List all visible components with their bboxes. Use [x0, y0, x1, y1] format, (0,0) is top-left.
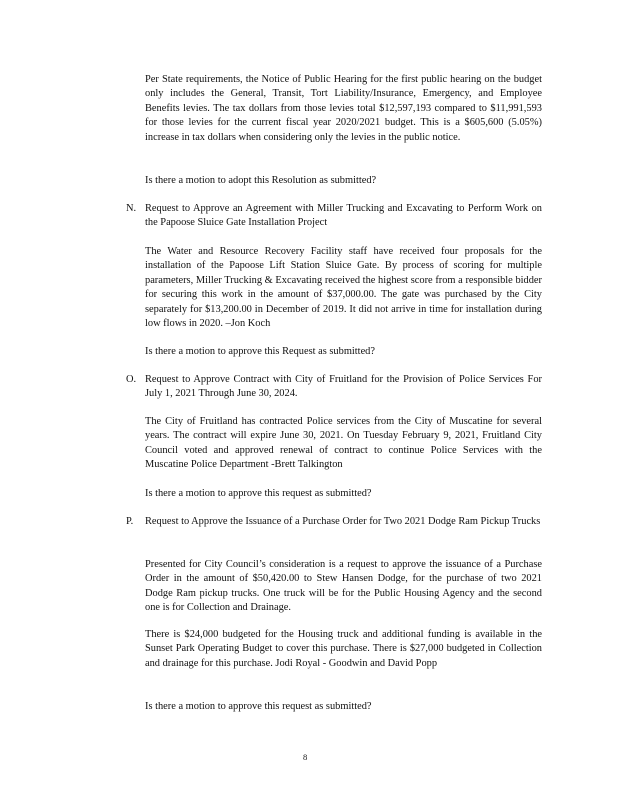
page-number: 8	[303, 752, 308, 762]
intro-question: Is there a motion to adopt this Resolution as submitted?	[145, 175, 377, 186]
item-n-title: Request to Approve an Agreement with Miller Trucking and Excavating to Perform Work on the Papoose Sluice Gate Installation Project	[145, 203, 542, 229]
item-o-letter: O.	[126, 374, 137, 385]
item-o-question: Is there a motion to approve this request as submitted?	[145, 488, 372, 499]
item-p-question: Is there a motion to approve this request as submitted?	[145, 701, 372, 712]
item-n-paragraph: The Water and Resource Recovery Facility staff have received four proposals for the installation of the Papoose Lift Station Sluice Gate. By process of scoring for multiple parameters, Miller Trucking & Excavating received the highest score from a responsible bidder for securing this work in the amount of $37,000.00. The gate was purchased by the City separately for $13,200.00 in December of 2019. It did not arrive in time for installation during low flows in 2020. –Jon Koch	[145, 246, 542, 330]
intro-paragraph: Per State requirements, the Notice of Public Hearing for the first public hearing on the budget only includes the General, Transit, Tort Liability/Insurance, Emergency, and Employee Benefits levies. The tax dollars from those levies total $12,597,193 compared to $11,991,593 for those levies for the current fiscal year 2020/2021 budget. This is a $605,600 (5.05%) increase in tax dollars when considering only the levies in the public notice.	[145, 74, 542, 143]
item-o-paragraph: The City of Fruitland has contracted Police services from the City of Muscatine for several years. The contract will expire June 30, 2021. On Tuesday February 9, 2021, Fruitland City Council voted and approved renewal of contract to continue Police Services with the Muscatine Police Department -Brett Talkington	[145, 416, 542, 471]
item-n-letter: N.	[126, 203, 137, 214]
item-p-paragraph-2: There is $24,000 budgeted for the Housing truck and additional funding is available in the Sunset Park Operating Budget to cover this purchase. There is $27,000 budgeted in Collection and drainage for this purchase. Jodi Royal - Goodwin and David Popp	[145, 629, 542, 669]
item-o-title: Request to Approve Contract with City of Fruitland for the Provision of Police Services For July 1, 2021 Through June 30, 2024.	[145, 374, 542, 400]
item-n-question: Is there a motion to approve this Request as submitted?	[145, 346, 375, 357]
item-p-paragraph-1: Presented for City Council’s consideration is a request to approve the issuance of a Purchase Order in the amount of $50,420.00 to Stew Hansen Dodge, for the purchase of two 2021 Dodge Ram pickup trucks. One truck will be for the Public Housing Agency and the second one is for Collection and Drainage.	[145, 559, 542, 614]
item-p-title: Request to Approve the Issuance of a Purchase Order for Two 2021 Dodge Ram Pickup Trucks	[145, 516, 541, 527]
item-p-letter: P.	[126, 516, 134, 527]
